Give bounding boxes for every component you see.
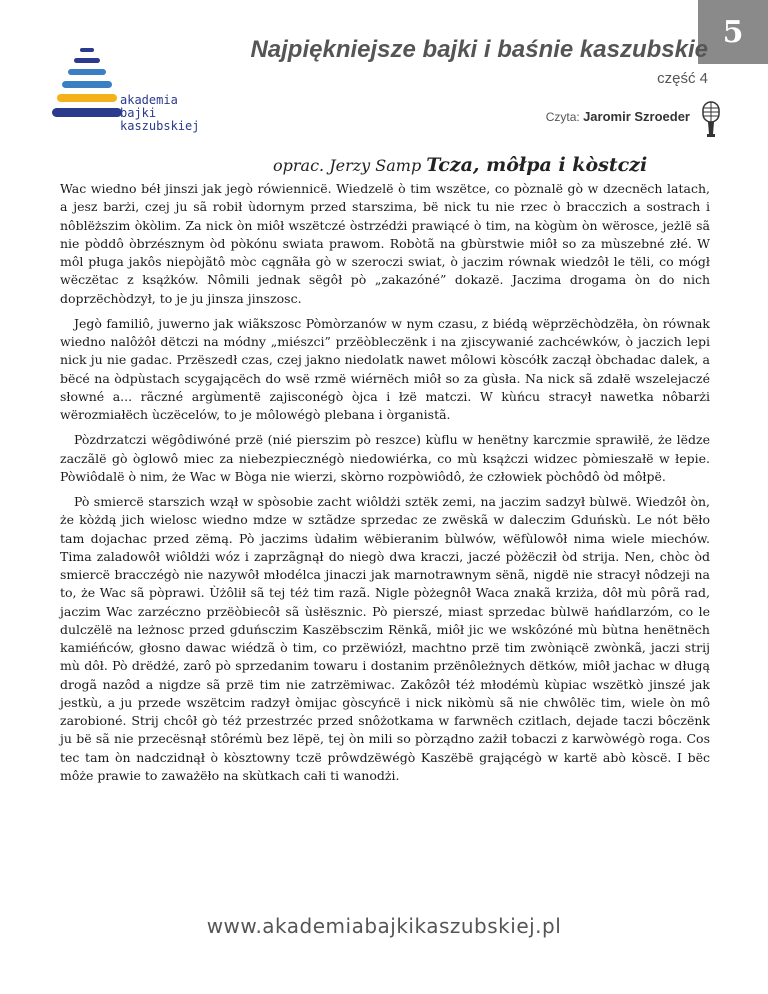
logo-bar (62, 81, 112, 88)
story-paragraph: Wac wiedno béł jinszi jak jegò rówiennicë. Wiedzelë ò tim wszëtce, co pòznalë gò w dzecnëch latach, a jesz barżi, czej ju sã robił ùdornym przed starszima, bë nick tu nie rzec ò bracczich a sostrach i nôblëższim òkòlim. Za nick òn miôł wszëtczé òstrzédżi prawiącé ò tim, na kògùm òn wërosce, jeżlë sã nie pòddô òbrzésznym òd pòkónu swiata prawom. Robòtã na gbùrstwie miôł so za mùszebné złé. W môl pługa jakôs niepòjãtô mòc cągnãła gò w szeroczi swiat, ò jaczim równak wiedzôł le tëli, co mógł wëczëtac z ksążków. Nômili jednak sëgôł pò „zakazóné” dokazë. Jaczima drogama òn do nich doprzëchòdzył, to je ju jinsza jinszosc. (60, 181, 710, 306)
logo-bar (74, 58, 100, 63)
story-heading (273, 154, 647, 176)
logo-bar (52, 108, 122, 117)
logo-bar (68, 69, 106, 75)
story-paragraph: Pò smiercë starszich wzął w spòsobie zacht wiôldżi sztëk zemi, na jaczim sadzył bùlwë. Wiedzôł òn, że kòżdą jich wielosc wiedno mdze w sztãdze sprzedac ze zwëskã w daleczim Gduńskù. Le nót bëło tam dojachac przed zëmą. Pò jaczims ùdałim wëbieranim bùlwów, wëfùlowôł nima wiele miechów. Tima zaladowôł wiôldżi wóz i zaprzãgnął do niegò dwa kraczi, jaczé pòżëcził òd strija. Nen, chòc òd smiercë bracczégò nie nazywôł młodélca jinaczi jak marnotrawnym sënã, nigdë nie stracył nôdzeji na to, że Wac sã pòprawi. Ùżôlił sã tej téż tim razã. Nigle pòżegnôł Waca znakã krziża, dôł mù pôrã rad, jaczim Wac zarzéczno przëòbiecôł sã ùsłësznic. Pò pierszé, miast sprzedac bùlwë hańdlarzóm, co le dulczëlë na leżnosc przed gduńsczim Kaszëbsczim Rënkã, miôł jic we wskôzóné mù bùtna henëtnëch kamiéńców, głosno dawac wiédzã ò tim, co przëwiózł, machtno przë tim zwòniącë zwònkã, jaczi strij mù dôł. Pò drëdżé, zarô pò sprzedanim towaru i dostanim przënôleżnych dëtków, miôł jachac w długą drogã nazôd a nigdze sã przë tim nie zatrzëmiwac. Zakôzôł téż młodémù kùpiac wszëtkò jinszé jak jestkù, a ju przede wszëtcim radzył òmijac gòscyńcë i nick nikòmù sã nie chwôlëc tim, wiele òn mô zarobioné. Strij chcôł gò téż przestrzéc przed snôżotkama w farwnëch czitlach, dejade taczi bôczënk ju bë sã nie przecësnął stôrémù bez lëpë, tej òn mili so pòrządno zażił tobaczi z karwòwégò roga. Cos tec tam òn nadczidnął ò kòsztowny tczë prôwdzëwégò Kaszëbë grającégò w kartë abò kòscë. I bëc môże prawie to zaważëło na skùtkach całi ti wanodżi. (60, 494, 710, 783)
story-paragraph: Pòzdrzatczi wëgôdiwóné przë (nié pierszim pò reszce) kùflu w henëtny karczmie sprawiłë, że lëdze zaczãlë gò òglowô miec za niebezpiecznégò niedowiérka, co mù ksążczi widzec pòmieszałë w łepie. Pòwiôdalë ò nim, że Wac w Bòga nie wierzi, skòrno rozpòwiôdô, że człowiek pòchôdô òd môłpë. (60, 432, 710, 484)
reader-label: Czyta: (545, 110, 580, 124)
series-title: Najpiękniejsze bajki i baśnie kaszubskie (250, 36, 708, 63)
logo-text (120, 94, 199, 133)
story-title: Tcza, môłpa i kòstczi (426, 154, 648, 176)
reader-name: Jaromir Szroeder (583, 109, 690, 124)
microphone-icon (700, 100, 722, 140)
series-part: część 4 (657, 70, 708, 87)
logo-bar (57, 94, 117, 102)
reader-credit (546, 109, 690, 124)
story-body (60, 180, 710, 792)
logo-line: akademia (120, 93, 178, 107)
website-link[interactable]: www.akademiabajkikaszubskiej.pl (206, 914, 562, 938)
page-number: 5 (722, 14, 744, 50)
story-author: oprac. Jerzy Samp (273, 156, 422, 175)
logo-line: kaszubskiej (120, 119, 200, 133)
story-paragraph: Jegò familiô, juwerno jak wiãkszosc Pòmòrzanów w nym czasu, z biédą wëprzëchòdzëła, òn równak wiedno nalôżôł dëtczi na módny „miészci” przëòbleczënk i na zjiscywanié zachcéwków, ò jaczich lepi nick ju nie gadac. Przëszedł czas, czej jakno niedolatk nawet môlowi kòscółk zaczął òbchadac dalek, a bëcé na òdpùstach scygającëch do wsë rzmë wiérnëch miôł so za gùsła. Na nick sã zdałë wszelejaczé słowné a... rãczné argùmentë zajisconégò òjca i łzë matczi. W kùńcu stracył nawetka nôbarżi wërozmiałëch ùczëcelów, to je môlowégò plebana i òrganistã. (60, 315, 710, 422)
logo-line: bajki (120, 106, 157, 120)
logo-bar (80, 48, 94, 52)
page-number-badge (698, 0, 768, 64)
